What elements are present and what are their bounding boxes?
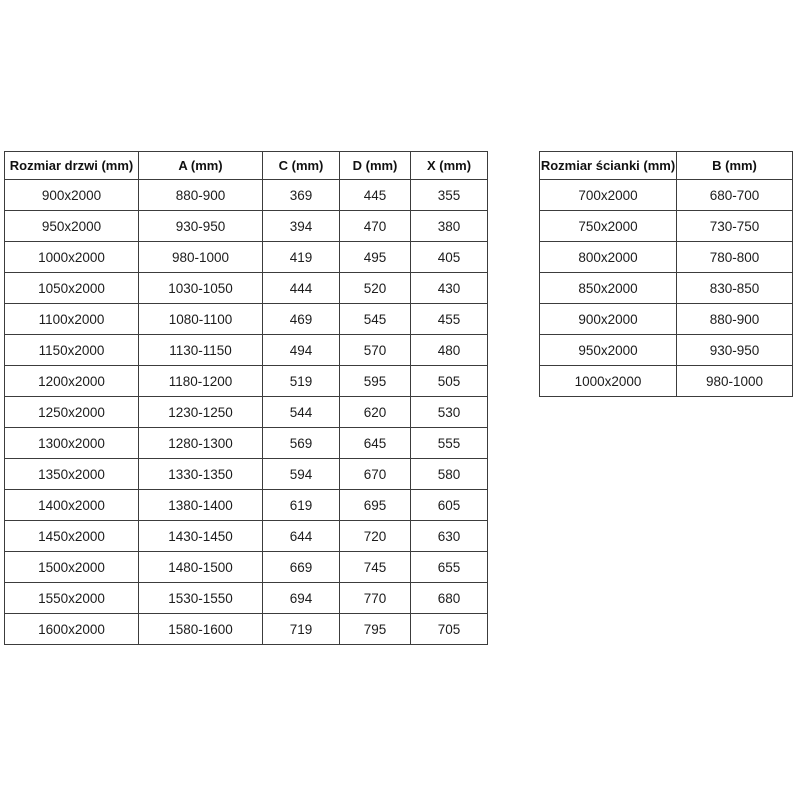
table-cell: 695 xyxy=(340,490,411,521)
table-cell: 980-1000 xyxy=(139,242,263,273)
table-cell: 1550x2000 xyxy=(5,583,139,614)
table-header-cell: D (mm) xyxy=(340,152,411,180)
table-cell: 380 xyxy=(411,211,488,242)
table-cell: 1300x2000 xyxy=(5,428,139,459)
table-cell: 530 xyxy=(411,397,488,428)
table-cell: 795 xyxy=(340,614,411,645)
table-row xyxy=(5,211,488,242)
table-header-row xyxy=(540,152,793,180)
table-header-cell: X (mm) xyxy=(411,152,488,180)
table-cell: 930-950 xyxy=(139,211,263,242)
table-row xyxy=(540,304,793,335)
table-cell: 570 xyxy=(340,335,411,366)
table-row xyxy=(5,459,488,490)
table-cell: 680-700 xyxy=(677,180,793,211)
table-cell: 900x2000 xyxy=(540,304,677,335)
table-row xyxy=(5,304,488,335)
table-cell: 645 xyxy=(340,428,411,459)
table-row xyxy=(540,366,793,397)
table-cell: 444 xyxy=(263,273,340,304)
door-sizes-table xyxy=(4,151,488,645)
table-row xyxy=(5,521,488,552)
table-cell: 580 xyxy=(411,459,488,490)
table-cell: 719 xyxy=(263,614,340,645)
table-cell: 1280-1300 xyxy=(139,428,263,459)
table-cell: 1000x2000 xyxy=(540,366,677,397)
table-cell: 1230-1250 xyxy=(139,397,263,428)
table-cell: 1180-1200 xyxy=(139,366,263,397)
table-cell: 405 xyxy=(411,242,488,273)
table-cell: 1330-1350 xyxy=(139,459,263,490)
table-cell: 644 xyxy=(263,521,340,552)
table-cell: 780-800 xyxy=(677,242,793,273)
table-cell: 1000x2000 xyxy=(5,242,139,273)
table-cell: 700x2000 xyxy=(540,180,677,211)
table-cell: 1080-1100 xyxy=(139,304,263,335)
table-cell: 850x2000 xyxy=(540,273,677,304)
table-cell: 619 xyxy=(263,490,340,521)
table-cell: 800x2000 xyxy=(540,242,677,273)
table-cell: 900x2000 xyxy=(5,180,139,211)
table-row xyxy=(5,397,488,428)
table-cell: 670 xyxy=(340,459,411,490)
table-cell: 569 xyxy=(263,428,340,459)
table-cell: 745 xyxy=(340,552,411,583)
table-row xyxy=(540,242,793,273)
table-cell: 950x2000 xyxy=(540,335,677,366)
table-cell: 394 xyxy=(263,211,340,242)
table-cell: 605 xyxy=(411,490,488,521)
table-cell: 1600x2000 xyxy=(5,614,139,645)
table-cell: 930-950 xyxy=(677,335,793,366)
table-cell: 419 xyxy=(263,242,340,273)
table-cell: 705 xyxy=(411,614,488,645)
table-cell: 980-1000 xyxy=(677,366,793,397)
table-cell: 520 xyxy=(340,273,411,304)
table-header-row xyxy=(5,152,488,180)
table-cell: 594 xyxy=(263,459,340,490)
table-cell: 620 xyxy=(340,397,411,428)
table-cell: 545 xyxy=(340,304,411,335)
table-cell: 1380-1400 xyxy=(139,490,263,521)
table-cell: 369 xyxy=(263,180,340,211)
table-cell: 544 xyxy=(263,397,340,428)
table-cell: 1130-1150 xyxy=(139,335,263,366)
table-cell: 950x2000 xyxy=(5,211,139,242)
table-cell: 655 xyxy=(411,552,488,583)
table-row xyxy=(5,242,488,273)
table-cell: 555 xyxy=(411,428,488,459)
table-cell: 430 xyxy=(411,273,488,304)
table-cell: 1400x2000 xyxy=(5,490,139,521)
table-cell: 455 xyxy=(411,304,488,335)
table-header-cell: C (mm) xyxy=(263,152,340,180)
table-cell: 1530-1550 xyxy=(139,583,263,614)
table-cell: 1150x2000 xyxy=(5,335,139,366)
table-cell: 1250x2000 xyxy=(5,397,139,428)
table-row xyxy=(540,273,793,304)
table-cell: 495 xyxy=(340,242,411,273)
table-row xyxy=(540,180,793,211)
table-cell: 1200x2000 xyxy=(5,366,139,397)
table-cell: 880-900 xyxy=(677,304,793,335)
table-row xyxy=(5,366,488,397)
table-cell: 1480-1500 xyxy=(139,552,263,583)
table-cell: 694 xyxy=(263,583,340,614)
table-cell: 445 xyxy=(340,180,411,211)
table-cell: 680 xyxy=(411,583,488,614)
table-row xyxy=(5,273,488,304)
table-row xyxy=(540,335,793,366)
table-cell: 750x2000 xyxy=(540,211,677,242)
table-header-cell: A (mm) xyxy=(139,152,263,180)
table-cell: 470 xyxy=(340,211,411,242)
table-cell: 730-750 xyxy=(677,211,793,242)
table-header-cell: B (mm) xyxy=(677,152,793,180)
table-row xyxy=(5,335,488,366)
table-row xyxy=(5,552,488,583)
table-header-cell: Rozmiar drzwi (mm) xyxy=(5,152,139,180)
table-cell: 770 xyxy=(340,583,411,614)
table-cell: 1450x2000 xyxy=(5,521,139,552)
table-cell: 1030-1050 xyxy=(139,273,263,304)
table-cell: 1500x2000 xyxy=(5,552,139,583)
table-cell: 1050x2000 xyxy=(5,273,139,304)
table-cell: 880-900 xyxy=(139,180,263,211)
table-cell: 480 xyxy=(411,335,488,366)
table-cell: 630 xyxy=(411,521,488,552)
table-cell: 720 xyxy=(340,521,411,552)
table-row xyxy=(540,211,793,242)
table-header-cell: Rozmiar ścianki (mm) xyxy=(540,152,677,180)
table-cell: 669 xyxy=(263,552,340,583)
table-row xyxy=(5,583,488,614)
wall-panel-sizes-table xyxy=(539,151,793,397)
table-cell: 595 xyxy=(340,366,411,397)
table-row xyxy=(5,490,488,521)
table-cell: 1430-1450 xyxy=(139,521,263,552)
table-row xyxy=(5,428,488,459)
table-row xyxy=(5,614,488,645)
table-cell: 519 xyxy=(263,366,340,397)
table-cell: 1350x2000 xyxy=(5,459,139,490)
table-cell: 494 xyxy=(263,335,340,366)
table-row xyxy=(5,180,488,211)
table-cell: 1580-1600 xyxy=(139,614,263,645)
table-cell: 830-850 xyxy=(677,273,793,304)
table-cell: 1100x2000 xyxy=(5,304,139,335)
table-cell: 355 xyxy=(411,180,488,211)
table-cell: 505 xyxy=(411,366,488,397)
table-cell: 469 xyxy=(263,304,340,335)
